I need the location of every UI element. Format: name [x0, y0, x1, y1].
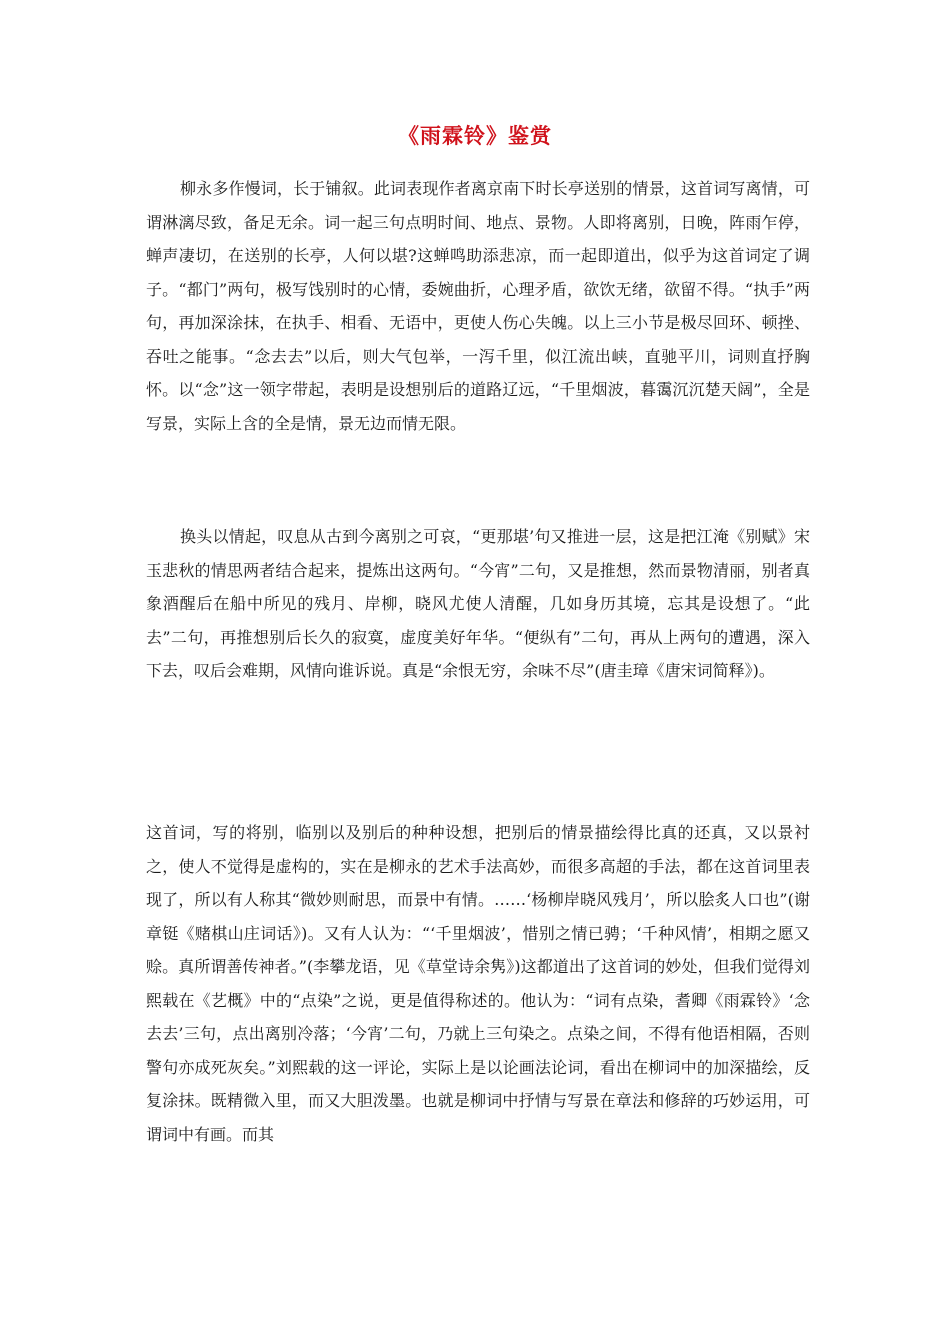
- paragraph-2: 换头以情起，叹息从古到今离别之可哀，“更那堪’句又推进一层，这是把江淹《别赋》宋玉悲秋的情思两者结合起来，提炼出这两句。“今宵”二句，又是推想，然而景物清丽，别者真象酒醒后在船中所见的残月、岸柳，晓风尤使人清醒，几如身历其境，忘其是设想了。“此去”二句，再推想别后长久的寂寞，虚度美好年华。“便纵有”二句，再从上两句的遭遇，深入下去，叹后会难期，风情向谁诉说。真是“余恨无穷，余味不尽”(唐圭璋《唐宋词简释》)。: [146, 527, 810, 680]
- page-title: 《雨霖铃》鉴赏: [398, 124, 552, 148]
- paragraph-1: 柳永多作慢词，长于铺叙。此词表现作者离京南下时长亭送别的情景，这首词写离情，可谓淋漓尽致，备足无余。词一起三句点明时间、地点、景物。人即将离别，日晚，阵雨乍停，蝉声凄切，在送别的长亭，人何以堪?这蝉鸣助添悲凉，而一起即道出，似乎为这首词定了调子。“都门”两句，极写饯别时的心情，委婉曲折，心理矛盾，欲饮无绪，欲留不得。“执手”两句，再加深涂抹，在执手、相看、无语中，更使人伤心失魄。以上三小节是极尽回环、顿挫、吞吐之能事。“念去去”以后，则大气包举，一泻千里，似江流出峡，直驰平川，词则直抒胸怀。以“念”这一领字带起，表明是设想别后的道路辽远，“千里烟波，暮霭沉沉楚天阔”，全是写景，实际上含的全是情，景无边而情无限。: [146, 179, 810, 433]
- paragraph-3: 这首词，写的将别，临别以及别后的种种设想，把别后的情景描绘得比真的还真，又以景衬之，使人不觉得是虚构的，实在是柳永的艺术手法高妙，而很多高超的手法，都在这首词里表现了，所以有人称其“微妙则耐思，而景中有情。……‘杨柳岸晓风残月’，所以脍炙人口也”(谢章铤《赌棋山庄词话》)。又有人认为：“‘千里烟波’，惜别之情已骋；‘千种风情’，相期之愿又赊。真所谓善传神者。”(李攀龙语，见《草堂诗余隽》)这都道出了这首词的妙处，但我们觉得刘熙载在《艺概》中的“点染”之说，更是值得称述的。他认为：“词有点染，耆卿《雨霖铃》‘念去去’三句，点出离别冷落；‘今宵’二句，乃就上三句染之。点染之间，不得有他语相隔，否则警句亦成死灰矣。”刘熙载的这一评论，实际上是以论画法论词，看出在柳词中的加深描绘，反复涂抹。既精微入里，而又大胆泼墨。也就是柳词中抒情与写景在章法和修辞的巧妙运用，可谓词中有画。而其: [146, 823, 810, 1144]
